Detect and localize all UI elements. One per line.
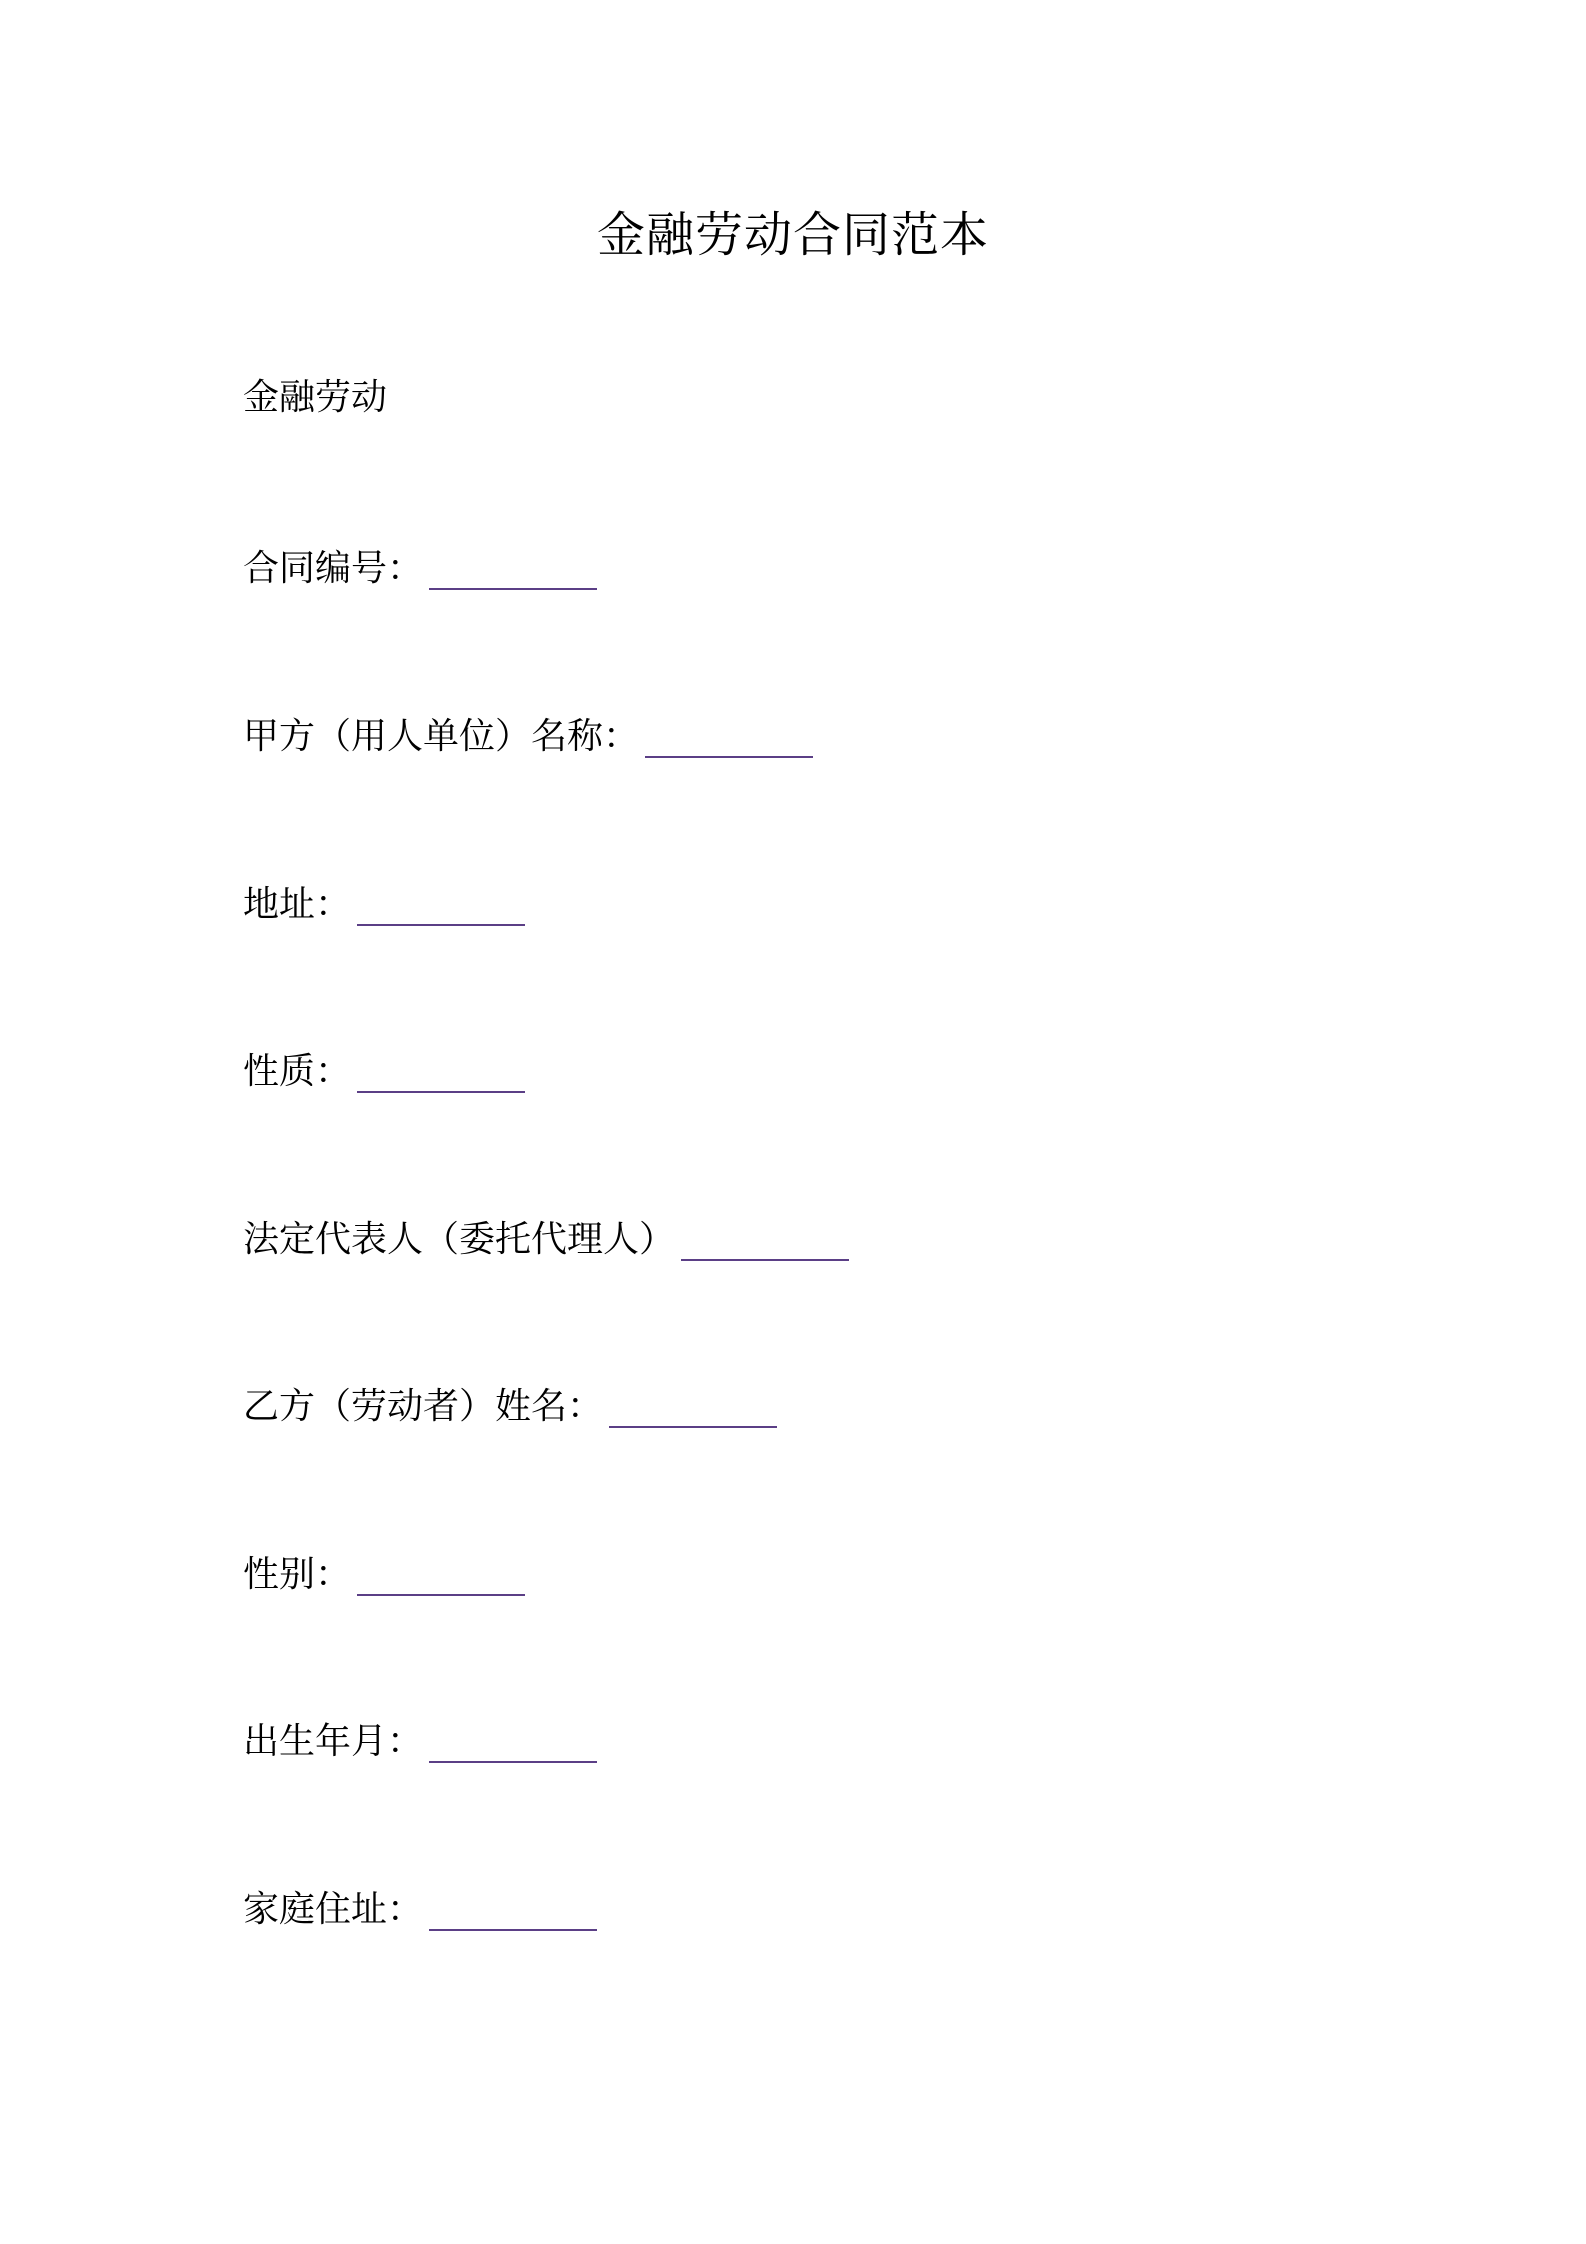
field-contract-number: [243, 538, 597, 594]
field-label: 甲方（用人单位）名称：: [243, 716, 640, 757]
blank-underline: [429, 1761, 597, 1763]
document-subtitle: 金融劳动: [243, 377, 388, 418]
field-birth-date: [243, 1711, 597, 1767]
field-label: 出生年月：: [243, 1721, 424, 1762]
field-party-a-name: [243, 706, 813, 762]
blank-underline: [429, 1929, 597, 1931]
field-label: 乙方（劳动者）姓名：: [243, 1386, 604, 1427]
field-address: [243, 874, 525, 930]
blank-underline: [681, 1259, 849, 1261]
field-label: 法定代表人（委托代理人）: [243, 1219, 676, 1260]
field-label: 性别：: [243, 1554, 352, 1595]
field-label: 性质：: [243, 1051, 352, 1092]
field-legal-representative: [243, 1209, 849, 1265]
blank-underline: [429, 588, 597, 590]
field-label: 家庭住址：: [243, 1889, 424, 1930]
blank-underline: [357, 1091, 525, 1093]
field-gender: [243, 1544, 525, 1600]
field-label: 合同编号：: [243, 548, 424, 589]
blank-underline: [645, 756, 813, 758]
field-party-b-name: [243, 1376, 777, 1432]
field-home-address: [243, 1879, 597, 1935]
field-nature: [243, 1041, 525, 1097]
blank-underline: [357, 924, 525, 926]
blank-underline: [609, 1426, 777, 1428]
blank-underline: [357, 1594, 525, 1596]
document-title: 金融劳动合同范本: [596, 207, 989, 263]
field-label: 地址：: [243, 884, 352, 925]
